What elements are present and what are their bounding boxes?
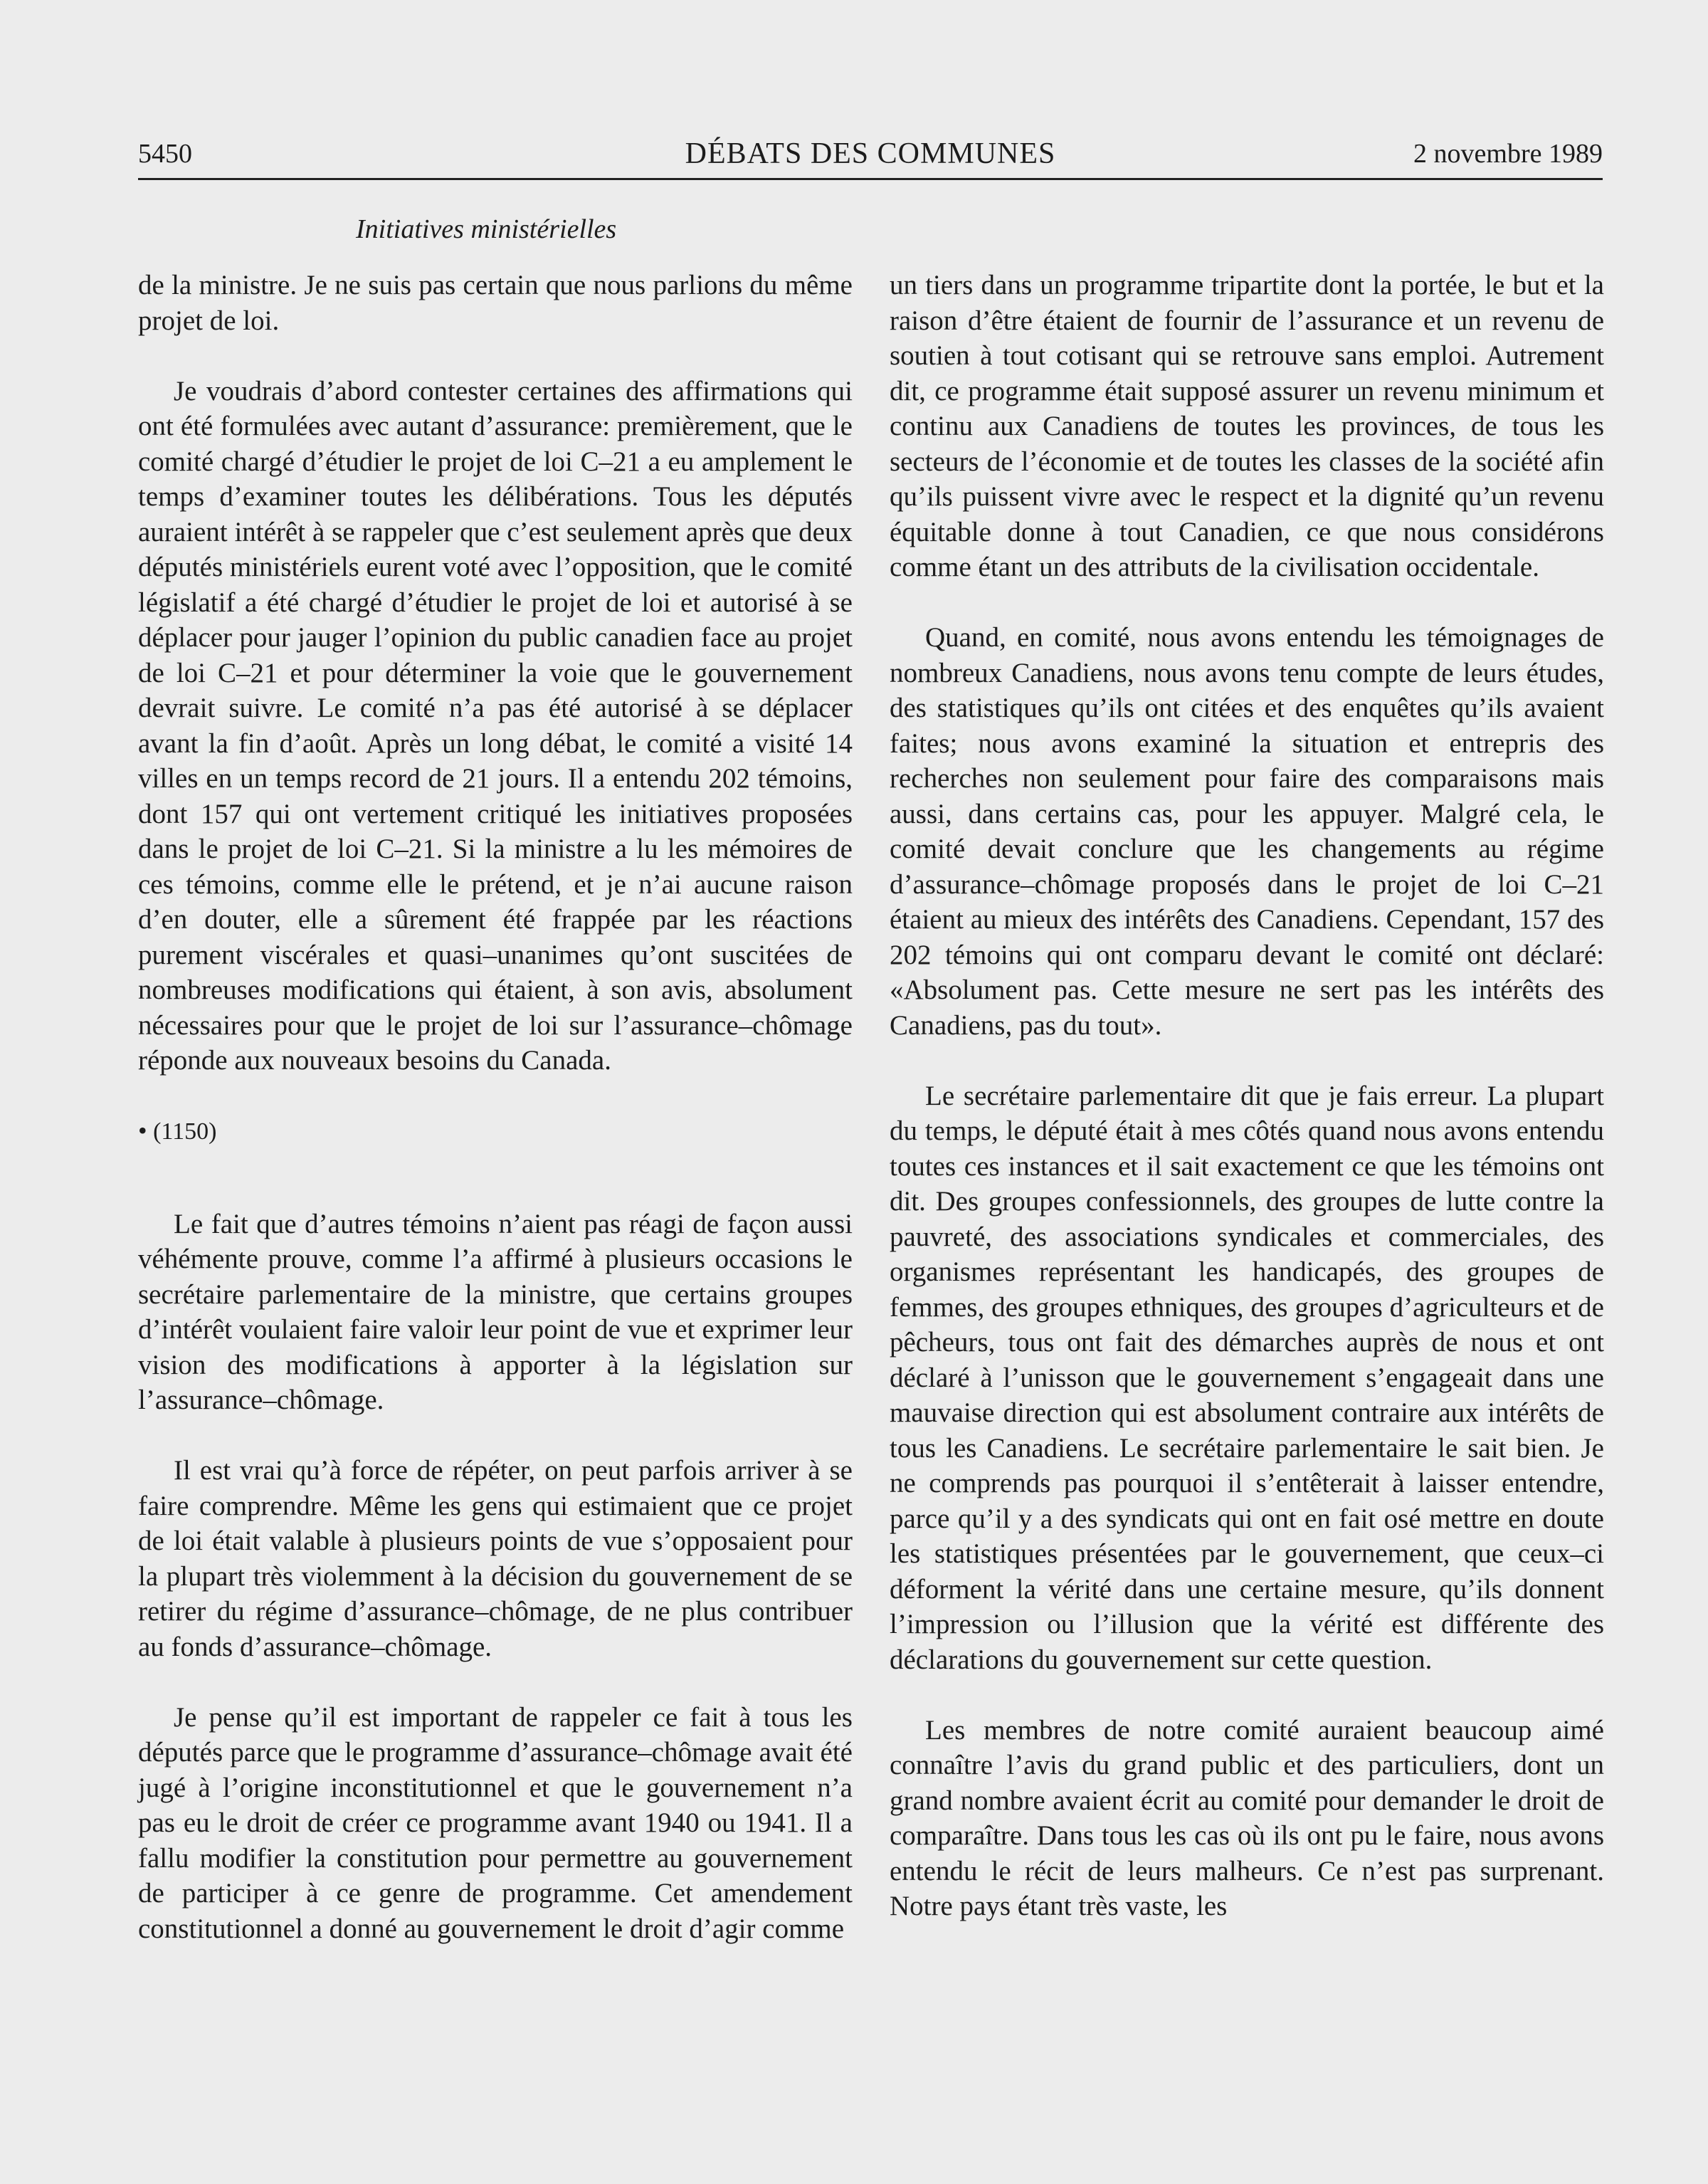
sitting-date: 2 novembre 1989 [1413,139,1603,169]
page-number: 5450 [138,139,192,169]
paragraph: Les membres de notre comité auraient beaucoup aimé connaître l’avis du grand public et des particuliers, dont un grand nombre avaient écrit au comité pour demander le droit de comparaître. Dans tous les cas où ils ont pu le faire, nous avons entendu le récit de leurs malheurs. Ce n’est pas surprenant. Notre pays étant très vaste, les [890,1714,1604,1921]
time-marker [138,1113,853,1150]
time-marker-label: (1150) [153,1118,217,1145]
paragraph: Quand, en comité, nous avons entendu les témoignages de nombreux Canadiens, nous avons tenu compte de leurs études, des statistiques qu’ils ont citées et des enquêtes qu’ils avaient faites; nous avons examiné la situation et entrepris des recherches non seulement pour faire des comparaisons mais aussi, dans certains cas, pour les appuyer. Malgré cela, le comité devait conclure que les changements au régime d’assurance–chômage proposés dans le projet de loi C–21 étaient au mieux des intérêts des Canadiens. Cependant, 157 des 202 témoins qui ont comparu devant le comité ont déclaré: «Absolument pas. Cette mesure ne sert pas les intérêts des Canadiens, pas du tout». [890,622,1604,1041]
section-heading: Initiatives ministérielles [356,214,617,244]
paragraph: de la ministre. Je ne suis pas certain que nous parlions du même projet de loi. [138,270,853,336]
running-header [138,132,1603,180]
left-column [138,268,853,1946]
paragraph: un tiers dans un programme tripartite dont la portée, le but et la raison d’être étaient de fournir de l’assurance et un revenu de soutien à tout cotisant qui se retrouve sans emploi. Autrement dit, ce programme était supposé assurer un revenu minimum et continu aux Canadiens de toutes les provinces, de tous les secteurs de l’économie et de toutes les classes de la société afin qu’ils puissent vivre avec le respect et la dignité qu’un revenu équitable donne à tout Canadien, ce que nous considérons comme étant un des attributs de la civilisation occidentale. [890,270,1604,582]
bullet-icon: • [138,1116,147,1145]
paragraph: Le fait que d’autres témoins n’aient pas réagi de façon aussi véhémente prouve, comme l’a affirmé à plusieurs occasions le secrétaire parlementaire de la ministre, que certains groupes d’intérêt voulaient faire valoir leur point de vue et exprimer leur vision des modifications à apporter à la législation sur l’assurance–chômage. [138,1208,853,1415]
paragraph: Je pense qu’il est important de rappeler ce fait à tous les députés parce que le programme d’assurance–chômage avait été jugé à l’origine inconstitutionnel et que le gouvernement n’a pas eu le droit de créer ce programme avant 1940 ou 1941. Il a fallu modifier la constitution pour permettre au gouvernement de participer à ce genre de programme. Cet amendement constitutionnel a donné au gouvernement le droit d’agir comme [138,1701,853,1944]
paragraph: Le secrétaire parlementaire dit que je fais erreur. La plupart du temps, le député était à mes côtés quand nous avons entendu toutes ces instances et il sait exactement ce que les témoins ont dit. Des groupes confessionnels, des groupes de lutte contre la pauvreté, des associations syndicales et commerciales, des organismes représentant les handicapés, des groupes de femmes, des groupes ethniques, des groupes d’agriculteurs et de pêcheurs, tous ont fait des démarches auprès de nous et ont déclaré à l’unisson que le gouvernement s’engageait dans une mauvaise direction qui est absolument contraire aux intérêts de tous les Canadiens. Le secrétaire parlementaire le sait bien. Je ne comprends pas pourquoi il s’entêterait à laisser entendre, parce qu’il y a des syndicats qui ont en fait osé mettre en doute les statistiques présentées par le gouvernement, que ceux–ci déforment la vérité dans une certaine mesure, qu’ils donnent l’impression ou l’illusion que la vérité est différente des déclarations du gouvernement sur cette question. [890,1080,1604,1675]
right-column [890,268,1604,1924]
paragraph: Il est vrai qu’à force de répéter, on peut parfois arriver à se faire comprendre. Même les gens qui estimaient que ce projet de loi était valable à plusieurs points de vue s’opposaient pour la plupart très violemment à la décision du gouvernement de se retirer du régime d’assurance–chômage, de ne plus contribuer au fonds d’assurance–chômage. [138,1455,853,1662]
publication-title: DÉBATS DES COMMUNES [685,137,1056,170]
paragraph: Je voudrais d’abord contester certaines des affirmations qui ont été formulées avec autant d’assurance: premièrement, que le comité chargé d’étudier le projet de loi C–21 a eu amplement le temps d’examiner toutes les délibérations. Tous les députés auraient intérêt à se rappeler que c’est seulement après que deux députés ministériels eurent voté avec l’opposition, que le comité législatif a été chargé d’étudier le projet de loi et autorisé à se déplacer pour jauger l’opinion du public canadien face au projet de loi C–21 et pour déterminer la voie que le gouvernement devrait suivre. Le comité n’a pas été autorisé à se déplacer avant la fin d’août. Après un long débat, le comité a visité 14 villes en un temps record de 21 jours. Il a entendu 202 témoins, dont 157 qui ont vertement critiqué les initiatives proposées dans le projet de loi C–21. Si la ministre a lu les mémoires de ces témoins, comme elle le prétend, et je n’ai aucune raison d’en douter, elle a sûrement été frappée par les réactions purement viscérales et quasi–unanimes qu’ont suscitées de nombreuses modifications qui étaient, à son avis, absolument nécessaires pour que le projet de loi sur l’assurance–chômage réponde aux nouveaux besoins du Canada. [138,375,853,1076]
